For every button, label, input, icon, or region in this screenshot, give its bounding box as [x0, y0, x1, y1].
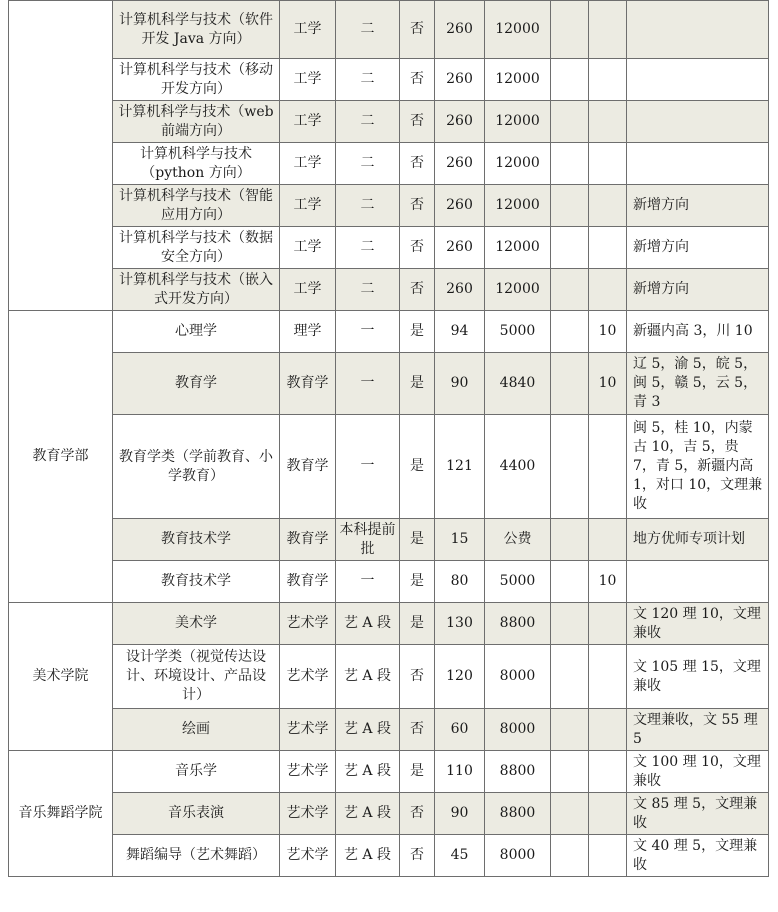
limited-cell: 是: [400, 561, 435, 603]
extra-cell: [551, 143, 589, 185]
extra-cell: [551, 603, 589, 645]
extra-cell: [589, 415, 627, 519]
batch-cell: 艺 A 段: [336, 603, 400, 645]
category-cell: 艺术学: [280, 709, 336, 751]
limited-cell: 否: [400, 185, 435, 227]
extra-cell: [589, 185, 627, 227]
category-cell: 理学: [280, 311, 336, 353]
note-cell: 新增方向: [627, 269, 769, 311]
extra-cell: [551, 751, 589, 793]
limited-cell: 是: [400, 751, 435, 793]
limited-cell: 是: [400, 415, 435, 519]
batch-cell: 二: [336, 269, 400, 311]
batch-cell: 二: [336, 59, 400, 101]
plan-cell: 260: [435, 227, 485, 269]
plan-cell: 260: [435, 185, 485, 227]
note-cell: 文 85 理 5，文理兼收: [627, 793, 769, 835]
table-row: [9, 519, 769, 561]
major-cell: 计算机科学与技术（python 方向）: [113, 143, 280, 185]
category-cell: 艺术学: [280, 645, 336, 709]
table-row: [9, 227, 769, 269]
batch-cell: 艺 A 段: [336, 793, 400, 835]
extra-cell: [589, 143, 627, 185]
note-cell: 文 105 理 15，文理兼收: [627, 645, 769, 709]
major-cell: 教育技术学: [113, 561, 280, 603]
batch-cell: 艺 A 段: [336, 835, 400, 877]
plan-cell: 260: [435, 1, 485, 59]
batch-cell: 艺 A 段: [336, 709, 400, 751]
fee-cell: 5000: [485, 561, 551, 603]
category-cell: 教育学: [280, 561, 336, 603]
fee-cell: 8000: [485, 645, 551, 709]
limited-cell: 是: [400, 603, 435, 645]
batch-cell: 一: [336, 311, 400, 353]
extra-cell: [589, 59, 627, 101]
category-cell: 工学: [280, 101, 336, 143]
fee-cell: 12000: [485, 59, 551, 101]
major-cell: 计算机科学与技术（移动开发方向）: [113, 59, 280, 101]
limited-cell: 否: [400, 709, 435, 751]
extra-cell: [551, 227, 589, 269]
fee-cell: 12000: [485, 269, 551, 311]
limited-cell: 否: [400, 269, 435, 311]
plan-cell: 120: [435, 645, 485, 709]
table-row: [9, 793, 769, 835]
fee-cell: 12000: [485, 1, 551, 59]
major-cell: 教育学类（学前教育、小学教育）: [113, 415, 280, 519]
plan-cell: 260: [435, 101, 485, 143]
plan-cell: 110: [435, 751, 485, 793]
table-row: [9, 59, 769, 101]
note-cell: 新增方向: [627, 227, 769, 269]
category-cell: 艺术学: [280, 793, 336, 835]
batch-cell: 一: [336, 353, 400, 415]
fee-cell: 4840: [485, 353, 551, 415]
extra-cell: [551, 645, 589, 709]
plan-cell: 121: [435, 415, 485, 519]
major-cell: 计算机科学与技术（软件开发 Java 方向）: [113, 1, 280, 59]
major-cell: 绘画: [113, 709, 280, 751]
table-row: [9, 645, 769, 709]
table-row: [9, 353, 769, 415]
major-cell: 计算机科学与技术（web 前端方向）: [113, 101, 280, 143]
plan-cell: 15: [435, 519, 485, 561]
limited-cell: 否: [400, 143, 435, 185]
batch-cell: 一: [336, 415, 400, 519]
note-cell: [627, 1, 769, 59]
extra-cell: [551, 835, 589, 877]
plan-cell: 130: [435, 603, 485, 645]
fee-cell: 8800: [485, 751, 551, 793]
extra-cell: [589, 603, 627, 645]
note-cell: [627, 561, 769, 603]
note-cell: [627, 143, 769, 185]
extra-cell: [589, 519, 627, 561]
plan-cell: 260: [435, 143, 485, 185]
category-cell: 工学: [280, 143, 336, 185]
fee-cell: 12000: [485, 101, 551, 143]
major-cell: 音乐表演: [113, 793, 280, 835]
admission-plan-table: [8, 0, 769, 877]
category-cell: 工学: [280, 185, 336, 227]
note-cell: 文 40 理 5，文理兼收: [627, 835, 769, 877]
table-row: [9, 311, 769, 353]
fee-cell: 4400: [485, 415, 551, 519]
extra-cell: [589, 1, 627, 59]
fee-cell: 8800: [485, 793, 551, 835]
limited-cell: 否: [400, 1, 435, 59]
batch-cell: 二: [336, 227, 400, 269]
category-cell: 工学: [280, 1, 336, 59]
limited-cell: 否: [400, 645, 435, 709]
batch-cell: 艺 A 段: [336, 645, 400, 709]
extra-cell: 10: [589, 561, 627, 603]
table-row: [9, 415, 769, 519]
extra-cell: [589, 269, 627, 311]
limited-cell: 是: [400, 519, 435, 561]
extra-cell: [551, 269, 589, 311]
table-row: [9, 835, 769, 877]
table-row: [9, 101, 769, 143]
extra-cell: [551, 353, 589, 415]
plan-cell: 90: [435, 353, 485, 415]
major-cell: 计算机科学与技术（数据安全方向）: [113, 227, 280, 269]
batch-cell: 二: [336, 1, 400, 59]
dept-cell: 美术学院: [9, 603, 113, 751]
extra-cell: [589, 793, 627, 835]
extra-cell: 10: [589, 353, 627, 415]
category-cell: 艺术学: [280, 751, 336, 793]
plan-cell: 45: [435, 835, 485, 877]
plan-cell: 80: [435, 561, 485, 603]
note-cell: 闽 5，桂 10，内蒙古 10，吉 5，贵 7，青 5，新疆内高 1，对口 10，文理兼收: [627, 415, 769, 519]
dept-cell: 教育学部: [9, 311, 113, 603]
table-row: [9, 1, 769, 59]
extra-cell: [589, 751, 627, 793]
limited-cell: 否: [400, 835, 435, 877]
note-cell: [627, 101, 769, 143]
limited-cell: 否: [400, 59, 435, 101]
major-cell: 设计学类（视觉传达设计、环境设计、产品设计）: [113, 645, 280, 709]
table-row: [9, 603, 769, 645]
limited-cell: 否: [400, 101, 435, 143]
extra-cell: [589, 709, 627, 751]
note-cell: 文 100 理 10，文理兼收: [627, 751, 769, 793]
fee-cell: 公费: [485, 519, 551, 561]
batch-cell: 本科提前批: [336, 519, 400, 561]
extra-cell: [589, 835, 627, 877]
extra-cell: 10: [589, 311, 627, 353]
category-cell: 教育学: [280, 519, 336, 561]
category-cell: 工学: [280, 59, 336, 101]
table-row: [9, 561, 769, 603]
note-cell: 地方优师专项计划: [627, 519, 769, 561]
note-cell: 新疆内高 3，川 10: [627, 311, 769, 353]
category-cell: 艺术学: [280, 603, 336, 645]
limited-cell: 否: [400, 793, 435, 835]
category-cell: 艺术学: [280, 835, 336, 877]
major-cell: 心理学: [113, 311, 280, 353]
batch-cell: 艺 A 段: [336, 751, 400, 793]
batch-cell: 二: [336, 101, 400, 143]
extra-cell: [589, 101, 627, 143]
category-cell: 教育学: [280, 415, 336, 519]
major-cell: 计算机科学与技术（智能应用方向）: [113, 185, 280, 227]
batch-cell: 一: [336, 561, 400, 603]
dept-cell: 音乐舞蹈学院: [9, 751, 113, 877]
extra-cell: [551, 793, 589, 835]
extra-cell: [589, 645, 627, 709]
note-cell: 文 120 理 10，文理兼收: [627, 603, 769, 645]
major-cell: 教育技术学: [113, 519, 280, 561]
category-cell: 工学: [280, 227, 336, 269]
extra-cell: [589, 227, 627, 269]
batch-cell: 二: [336, 143, 400, 185]
fee-cell: 12000: [485, 185, 551, 227]
note-cell: 辽 5，渝 5，皖 5，闽 5，赣 5，云 5，青 3: [627, 353, 769, 415]
extra-cell: [551, 561, 589, 603]
plan-cell: 90: [435, 793, 485, 835]
fee-cell: 12000: [485, 143, 551, 185]
table-row: [9, 185, 769, 227]
table-row: [9, 143, 769, 185]
batch-cell: 二: [336, 185, 400, 227]
extra-cell: [551, 311, 589, 353]
category-cell: 教育学: [280, 353, 336, 415]
major-cell: 舞蹈编导（艺术舞蹈）: [113, 835, 280, 877]
table-row: [9, 269, 769, 311]
dept-cell: [9, 1, 113, 311]
category-cell: 工学: [280, 269, 336, 311]
plan-cell: 94: [435, 311, 485, 353]
fee-cell: 8000: [485, 709, 551, 751]
table-row: [9, 709, 769, 751]
note-cell: 文理兼收，文 55 理 5: [627, 709, 769, 751]
extra-cell: [551, 415, 589, 519]
extra-cell: [551, 709, 589, 751]
major-cell: 美术学: [113, 603, 280, 645]
extra-cell: [551, 1, 589, 59]
plan-cell: 260: [435, 269, 485, 311]
fee-cell: 8800: [485, 603, 551, 645]
note-cell: [627, 59, 769, 101]
fee-cell: 12000: [485, 227, 551, 269]
major-cell: 计算机科学与技术（嵌入式开发方向）: [113, 269, 280, 311]
extra-cell: [551, 101, 589, 143]
fee-cell: 8000: [485, 835, 551, 877]
table-row: [9, 751, 769, 793]
limited-cell: 否: [400, 227, 435, 269]
plan-cell: 260: [435, 59, 485, 101]
note-cell: 新增方向: [627, 185, 769, 227]
extra-cell: [551, 59, 589, 101]
extra-cell: [551, 519, 589, 561]
major-cell: 教育学: [113, 353, 280, 415]
limited-cell: 是: [400, 311, 435, 353]
extra-cell: [551, 185, 589, 227]
limited-cell: 是: [400, 353, 435, 415]
fee-cell: 5000: [485, 311, 551, 353]
major-cell: 音乐学: [113, 751, 280, 793]
plan-cell: 60: [435, 709, 485, 751]
